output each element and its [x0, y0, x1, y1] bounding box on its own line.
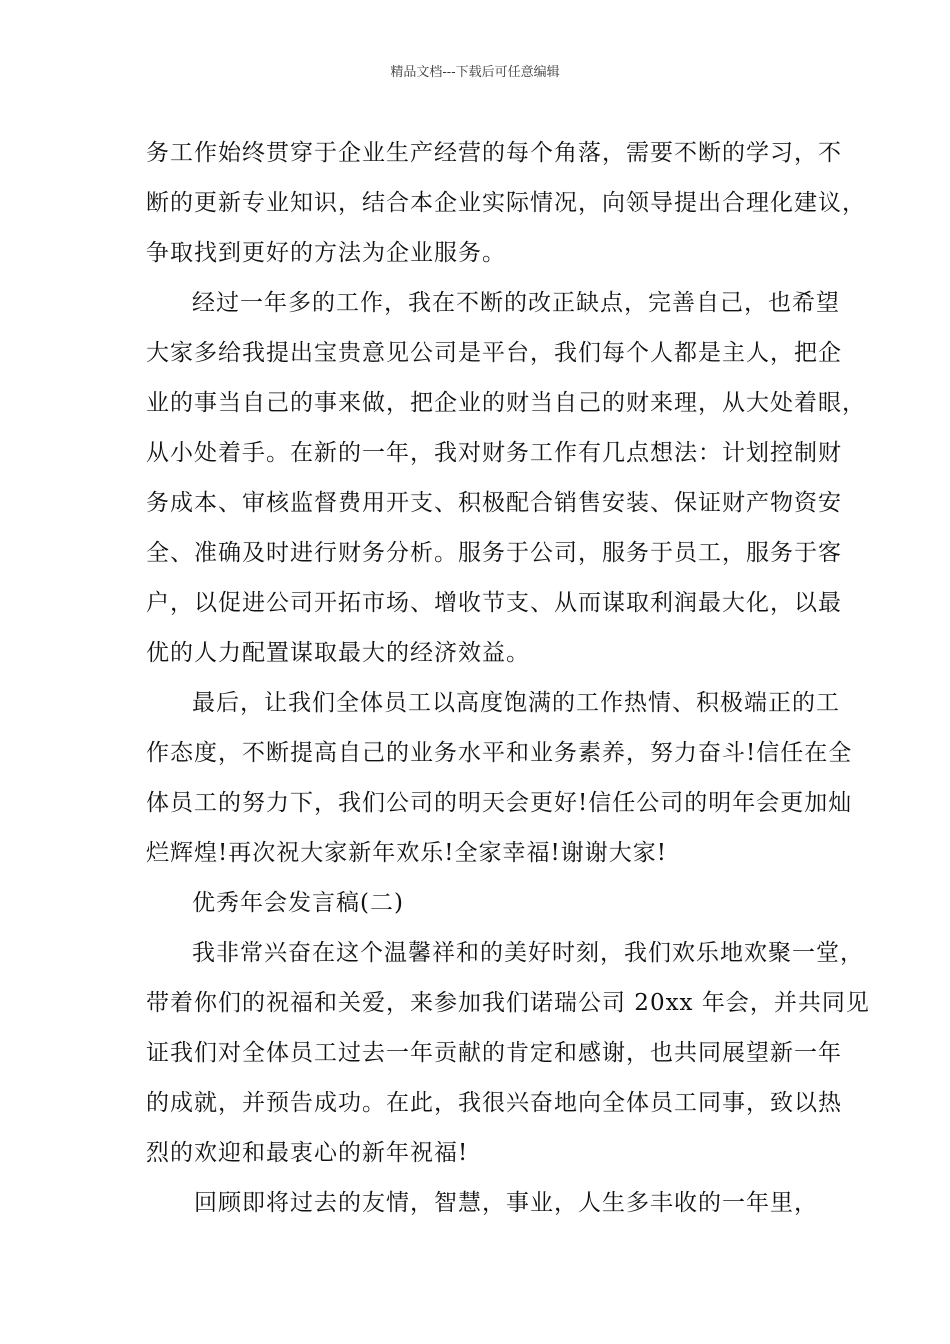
text-line: 全、准确及时进行财务分析。服务于公司，服务于员工，服务于客 — [146, 540, 842, 566]
text-line: 体员工的努力下，我们公司的明天会更好!信任公司的明年会更加灿 — [146, 790, 853, 816]
text-line: 烂辉煌!再次祝大家新年欢乐!全家幸福!谢谢大家! — [146, 840, 667, 866]
paragraph-first-line: 回顾即将过去的友情，智慧，事业，人生多丰收的一年里， — [194, 1190, 818, 1216]
text-line: 作态度，不断提高自己的业务水平和业务素养，努力奋斗!信任在全 — [146, 740, 853, 766]
text-line: 带着你们的祝福和关爱，来参加我们诺瑞公司 20xx 年会，并共同见 — [146, 990, 870, 1016]
text-line: 业的事当自己的事来做，把企业的财当自己的财来理，从大处着眼， — [146, 390, 866, 416]
page-header: 精品文档---下载后可任意编辑 — [390, 65, 560, 80]
text-line: 优的人力配置谋取最大的经济效益。 — [146, 640, 530, 666]
section-heading: 优秀年会发言稿(二) — [192, 890, 404, 916]
text-line: 的成就，并预告成功。在此，我很兴奋地向全体员工同事，致以热 — [146, 1090, 842, 1116]
text-line: 户，以促进公司开拓市场、增收节支、从而谋取利润最大化，以最 — [146, 590, 842, 616]
text-line: 大家多给我提出宝贵意见公司是平台，我们每个人都是主人，把企 — [146, 340, 842, 366]
text-line: 烈的欢迎和最衷心的新年祝福! — [146, 1140, 469, 1166]
paragraph-first-line: 经过一年多的工作，我在不断的改正缺点，完善自己，也希望 — [192, 290, 840, 316]
text-line: 证我们对全体员工过去一年贡献的肯定和感谢，也共同展望新一年 — [146, 1040, 842, 1066]
text-line: 务成本、审核监督费用开支、积极配合销售安装、保证财产物资安 — [146, 490, 842, 516]
paragraph-first-line: 我非常兴奋在这个温馨祥和的美好时刻，我们欢乐地欢聚一堂， — [192, 940, 864, 966]
text-line: 争取找到更好的方法为企业服务。 — [146, 240, 506, 266]
document-body — [146, 128, 870, 1228]
paragraph-first-line: 最后，让我们全体员工以高度饱满的工作热情、积极端正的工 — [192, 690, 840, 716]
text-line: 务工作始终贯穿于企业生产经营的每个角落，需要不断的学习，不 — [146, 140, 842, 166]
text-line: 从小处着手。在新的一年，我对财务工作有几点想法：计划控制财 — [146, 440, 842, 466]
text-line: 断的更新专业知识，结合本企业实际情况，向领导提出合理化建议， — [146, 190, 866, 216]
